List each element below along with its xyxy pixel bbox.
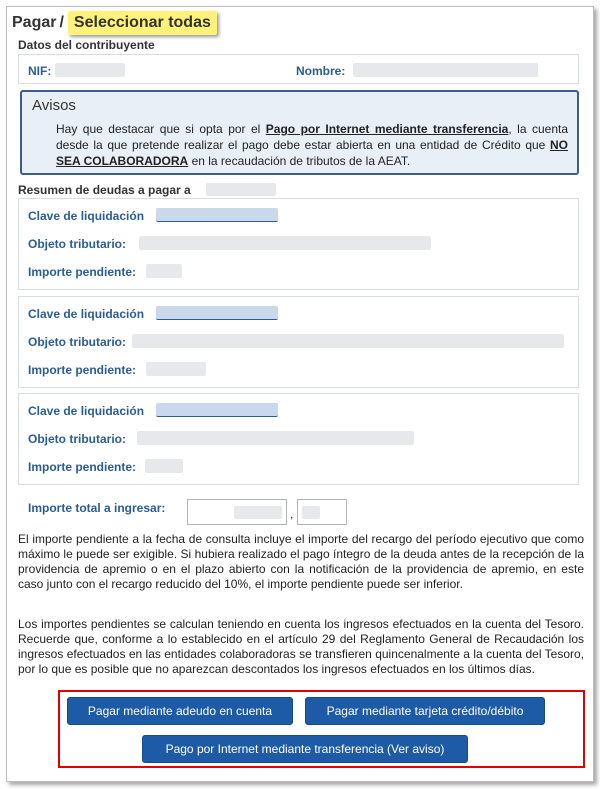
importe-value-redacted — [146, 264, 182, 278]
pay-direct-debit-button[interactable]: Pagar mediante adeudo en cuenta — [67, 697, 293, 725]
contribuyente-heading: Datos del contribuyente — [18, 38, 155, 52]
nif-label: NIF: — [28, 64, 52, 78]
info-paragraph-recargo: El importe pendiente a la fecha de consulta incluye el importe del recargo del período ejecutivo que como máximo le puede ser exigible. Si hubiera realizado el pago íntegro de la deuda antes de la recepción de la providencia de apremio o en el plazo abierto con la notificación de la providencia de apremio, en este caso junto con el recargo reducido del 10%, el importe pendiente puede ser inferior. — [18, 532, 584, 591]
avisos-text-part-1: Hay que destacar que si opta por el — [56, 122, 266, 136]
select-all-link[interactable]: Seleccionar todas — [68, 11, 217, 35]
total-decimal-field[interactable] — [297, 499, 347, 525]
importe-label: Importe pendiente: — [28, 363, 137, 377]
importe-value-redacted — [146, 362, 206, 376]
deuda-card — [18, 393, 579, 485]
objeto-label: Objeto tributario: — [28, 237, 126, 251]
avisos-bold-no-colaboradora: NO SEA COLABORADORA — [56, 138, 568, 168]
objeto-value-redacted — [139, 236, 431, 250]
clave-link-redacted[interactable] — [156, 306, 278, 320]
deuda-card — [18, 198, 579, 290]
avisos-title: Avisos — [32, 97, 76, 114]
total-label: Importe total a ingresar: — [28, 501, 166, 515]
decimal-separator: , — [290, 507, 294, 521]
contribuyente-box — [18, 54, 579, 84]
objeto-label: Objeto tributario: — [28, 432, 126, 446]
clave-label: Clave de liquidación — [28, 307, 145, 321]
title-separator: / — [59, 14, 64, 31]
importe-value-redacted — [145, 459, 183, 473]
avisos-panel — [20, 90, 579, 175]
clave-label: Clave de liquidación — [28, 209, 145, 223]
avisos-text-part-3: en la recaudación de tributos de la AEAT. — [188, 154, 411, 168]
info-paragraph-ingresos: Los importes pendientes se calculan teniendo en cuenta los ingresos efectuados en la cuenta del Tesoro. Recuerde que, conforme a lo establecido en el artículo 29 del Reglamento General de Recaudación los ingresos efectuados en las entidades colaboradoras se transfieren quincenalmente a la cuenta del Tesoro, por lo que es posible que no aparezcan descontados los ingresos efectuados en los últimos días. — [18, 617, 584, 676]
importe-label: Importe pendiente: — [28, 265, 137, 279]
total-integer-redacted — [234, 506, 282, 519]
deuda-card — [18, 296, 579, 388]
title-text: Pagar — [12, 14, 57, 31]
avisos-bold-transferencia: Pago por Internet mediante transferencia — [265, 122, 509, 136]
resumen-date-redacted — [206, 183, 276, 196]
importe-label: Importe pendiente: — [28, 460, 137, 474]
resumen-heading — [18, 183, 191, 197]
resumen-heading-text: Resumen de deudas a pagar a — [18, 183, 191, 197]
page-title — [12, 10, 217, 36]
avisos-text — [56, 121, 568, 169]
clave-label: Clave de liquidación — [28, 404, 145, 418]
avisos-text-part-2: , la cuenta desde la que pretende realizar el pago debe estar abierta en una entidad de Crédito que — [56, 122, 568, 152]
objeto-value-redacted — [137, 431, 414, 445]
clave-link-redacted[interactable] — [156, 403, 278, 417]
pay-card-button[interactable]: Pagar mediante tarjeta crédito/débito — [305, 697, 545, 725]
objeto-label: Objeto tributario: — [28, 335, 126, 349]
total-integer-field[interactable] — [187, 499, 287, 525]
clave-link-redacted[interactable] — [156, 208, 278, 222]
total-decimal-redacted — [302, 506, 320, 519]
nombre-value-redacted — [353, 63, 538, 77]
nif-value-redacted — [55, 63, 125, 77]
objeto-value-redacted — [132, 334, 564, 348]
nombre-label: Nombre: — [296, 64, 346, 78]
pay-transfer-button[interactable]: Pago por Internet mediante transferencia (Ver aviso) — [142, 735, 468, 763]
